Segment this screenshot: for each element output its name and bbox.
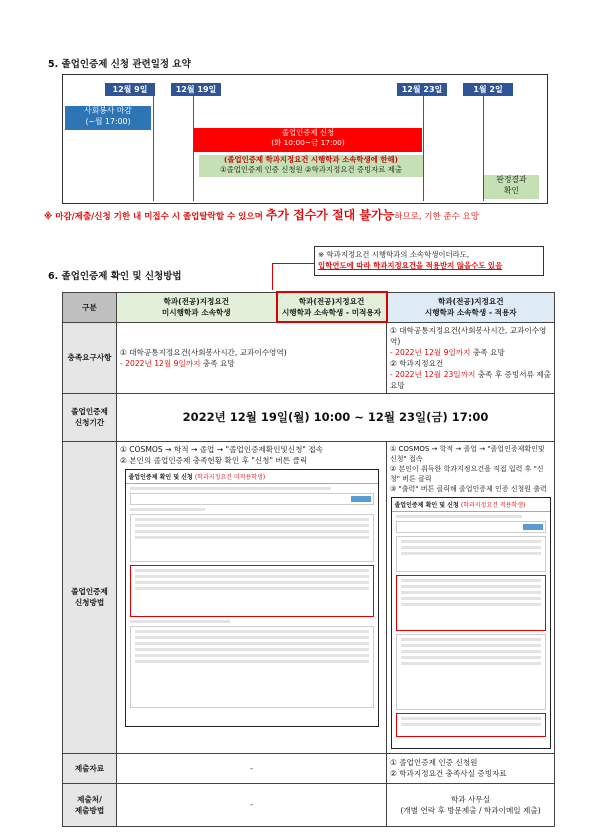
row-label: 졸업인증제 신청기간 [63, 393, 117, 441]
divider [153, 96, 154, 201]
deadline-warning: ※ 마감/제출/신청 기한 내 미접수 시 졸업탈락할 수 있으며 추가 접수가 절대 불가능하므로, 기한 준수 요망 [44, 208, 479, 222]
docs-cell: - [117, 753, 387, 783]
date-tag: 12월 23일 [397, 83, 447, 96]
row-label: 충족요구사항 [63, 322, 117, 393]
connector-line [272, 263, 314, 264]
docs-cell: ① 졸업인증제 인증 신청원 ② 학과지정요건 충족사실 증빙자료 [387, 753, 555, 783]
dept-requirement-bar: (졸업인증제 학과지정요건 시행학과 소속학생에 한해) ①졸업인증제 인증 신청원 ②학과지정요건 증빙자료 제출 [199, 155, 423, 177]
table-header: 학과(전공)지정요건 미시행학과 소속학생 [117, 292, 277, 322]
section-title: 5. 졸업인증제 신청 관련일정 요약 [48, 59, 191, 70]
submit-cell: 학과 사무실 (개별 연락 후 방문제출 / 학과이메일 제출) [387, 783, 555, 826]
section-title: 6. 졸업인증제 확인 및 신청방법 [48, 271, 182, 282]
table-header: 학과(전공)지정요건 시행학과 소속학생 - 적용자 [387, 292, 555, 322]
requirement-cell: ① 대학공통지정요건(사회봉사시간, 교과이수영역) - 2022년 12월 9일까지 충족 요망 [117, 322, 387, 393]
submit-cell: - [117, 783, 387, 826]
volunteer-deadline: 사회봉사 마감 (~월 17:00) [65, 106, 151, 130]
note-line: ※ 학과지정요건 시행학과의 소속학생이더라도, [318, 250, 470, 259]
divider [423, 96, 424, 201]
row-label: 제출처/ 제출방법 [63, 783, 117, 826]
method-cell: ① COSMOS → 학적 → 졸업 → "졸업인증제확인및신청" 접속 ② 본인이 취득한 학과지정요건을 직접 입력 후 "신청" 버튼 클릭 ③ "출력" 버튼 클릭해 졸업인증제 인증 신청원 출력 졸업인증제 확인 및 신청 (학과지정요건 적용학생) [387, 441, 555, 753]
row-label: 제출자료 [63, 753, 117, 783]
requirement-cell: ① 대학공통지정요건(사회봉사시간, 교과이수영역) - 2022년 12월 9일까지 충족 요망 ② 학과지정요건 - 2022년 12월 23일까지 충족 후 증빙서류 제출 요망 [387, 322, 555, 393]
date-tag: 12월 9일 [105, 83, 155, 96]
screenshot-right: 졸업인증제 확인 및 신청 (학과지정요건 적용학생) [391, 497, 551, 749]
application-table [62, 291, 555, 827]
date-tag: 1월 2일 [463, 83, 513, 96]
date-tag: 12월 19일 [171, 83, 221, 96]
apply-period-bar: 졸업인증제 신청 (화 10:00~금 17:00) [194, 128, 422, 152]
note-box [314, 246, 544, 276]
connector-line [272, 263, 273, 290]
method-cell: ① COSMOS → 학적 → 졸업 → "졸업인증제확인및신청" 접속 ② 본인의 졸업인증제 충족현황 확인 후 "신청" 버튼 클릭 졸업인증제 확인 및 신청 (학과지정요건 미적용학생) [117, 441, 387, 753]
table-header: 구분 [63, 292, 117, 322]
table-header-highlight: 학과(전공)지정요건 시행학과 소속학생 - 미적용자 [277, 292, 387, 322]
result-check-box: 판정결과 확인 [484, 175, 539, 199]
screenshot-left: 졸업인증제 확인 및 신청 (학과지정요건 미적용학생) [125, 469, 379, 727]
note-line-highlight: 입학연도에 따라 학과지정요건을 적용받지 않을수도 있음 [318, 261, 503, 270]
application-period: 2022년 12월 19일(월) 10:00 ~ 12월 23일(금) 17:00 [117, 393, 555, 441]
row-label: 졸업인증제 신청방법 [63, 441, 117, 753]
schedule-timeline [62, 74, 548, 204]
